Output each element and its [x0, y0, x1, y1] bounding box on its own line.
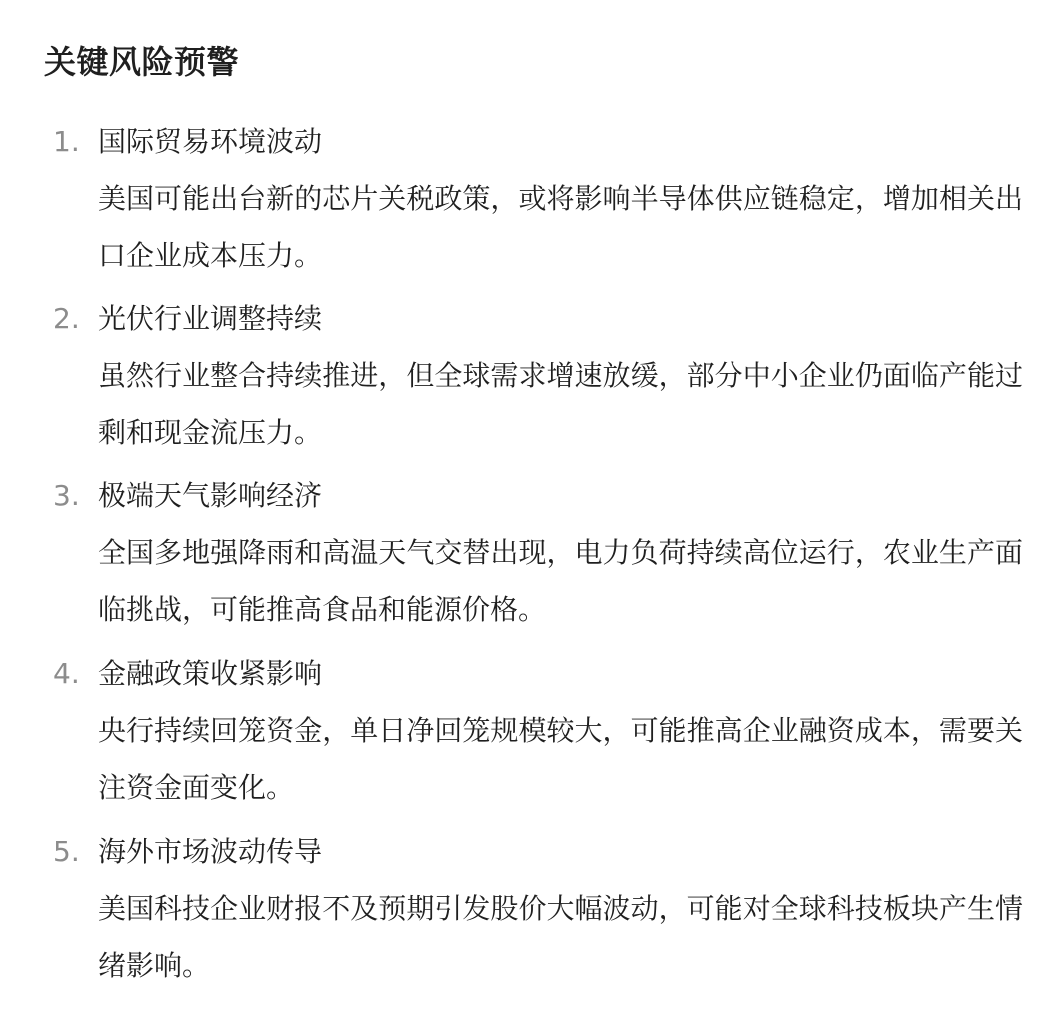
- list-item-number: 1.: [53, 125, 80, 158]
- list-item-heading: 海外市场波动传导: [98, 835, 323, 868]
- list-item-heading: 国际贸易环境波动: [98, 125, 323, 158]
- list-item-number: 4.: [53, 657, 80, 690]
- page-title: 关键风险预警: [44, 43, 240, 81]
- list-item-number: 3.: [53, 479, 80, 512]
- list-item-heading: 光伏行业调整持续: [98, 302, 323, 335]
- list-item-body: 全国多地强降雨和高温天气交替出现，电力负荷持续高位运行，农业生产面临挑战，可能推高食品和能源价格。: [98, 536, 1023, 626]
- list-item-number: 2.: [53, 302, 80, 335]
- list-item-body: 美国科技企业财报不及预期引发股价大幅波动，可能对全球科技板块产生情绪影响。: [98, 892, 1023, 982]
- list-item-body: 美国可能出台新的芯片关税政策，或将影响半导体供应链稳定，增加相关出口企业成本压力。: [98, 182, 1023, 272]
- list-item-body: 央行持续回笼资金，单日净回笼规模较大，可能推高企业融资成本，需要关注资金面变化。: [98, 714, 1023, 804]
- list-item-heading: 金融政策收紧影响: [98, 657, 323, 690]
- list-item-heading: 极端天气影响经济: [98, 479, 323, 512]
- list-item-number: 5.: [53, 835, 80, 868]
- list-item-body: 虽然行业整合持续推进，但全球需求增速放缓，部分中小企业仍面临产能过剩和现金流压力。: [98, 359, 1023, 449]
